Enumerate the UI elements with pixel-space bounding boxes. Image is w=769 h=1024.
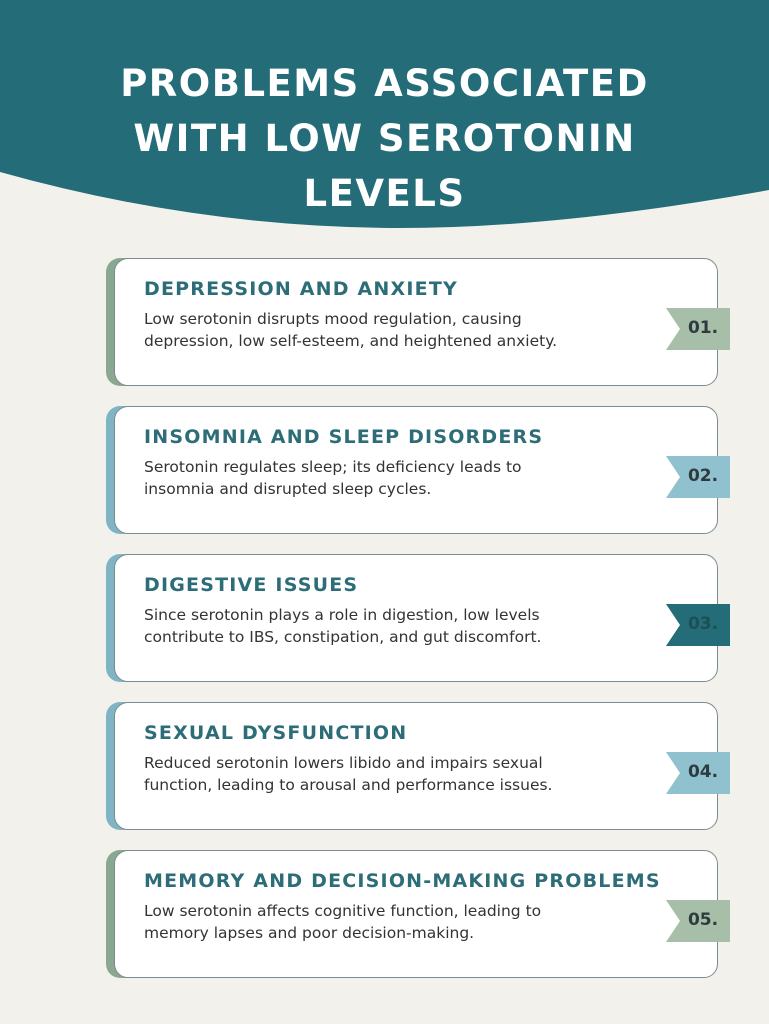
problem-card (106, 258, 718, 386)
card-description: Low serotonin disrupts mood regulation, causing depression, low self-esteem, and heightened anxiety. (144, 310, 558, 350)
card-heading: INSOMNIA AND SLEEP DISORDERS (144, 426, 544, 448)
badge-number: 02. (687, 466, 719, 486)
number-badge (666, 456, 730, 498)
problem-card (106, 850, 718, 978)
problem-card (106, 554, 718, 682)
number-badge (666, 308, 730, 350)
badge-number: 04. (687, 762, 719, 782)
number-badge (666, 604, 730, 646)
card-description: Since serotonin plays a role in digestion, low levels contribute to IBS, constipation, and gut discomfort. (144, 606, 542, 646)
badge-number: 01. (687, 318, 719, 338)
card-heading: DEPRESSION AND ANXIETY (144, 278, 458, 300)
number-badge (666, 752, 730, 794)
title-line-1: PROBLEMS ASSOCIATED (120, 62, 649, 105)
card-description: Serotonin regulates sleep; its deficiency leads to insomnia and disrupted sleep cycles. (144, 458, 522, 498)
badge-number: 03. (687, 614, 719, 634)
card-description: Reduced serotonin lowers libido and impairs sexual function, leading to arousal and performance issues. (144, 754, 553, 794)
title-line-2: WITH LOW SEROTONIN (133, 117, 636, 160)
card-description: Low serotonin affects cognitive function, leading to memory lapses and poor decision-making. (144, 902, 542, 942)
card-heading: MEMORY AND DECISION-MAKING PROBLEMS (144, 870, 661, 892)
card-heading: SEXUAL DYSFUNCTION (144, 722, 408, 744)
badge-number: 05. (687, 910, 719, 930)
page-title (0, 56, 769, 221)
problem-card (106, 702, 718, 830)
card-heading: DIGESTIVE ISSUES (144, 574, 359, 596)
header-banner (0, 0, 769, 240)
problem-card (106, 406, 718, 534)
title-line-3: LEVELS (303, 172, 466, 215)
number-badge (666, 900, 730, 942)
